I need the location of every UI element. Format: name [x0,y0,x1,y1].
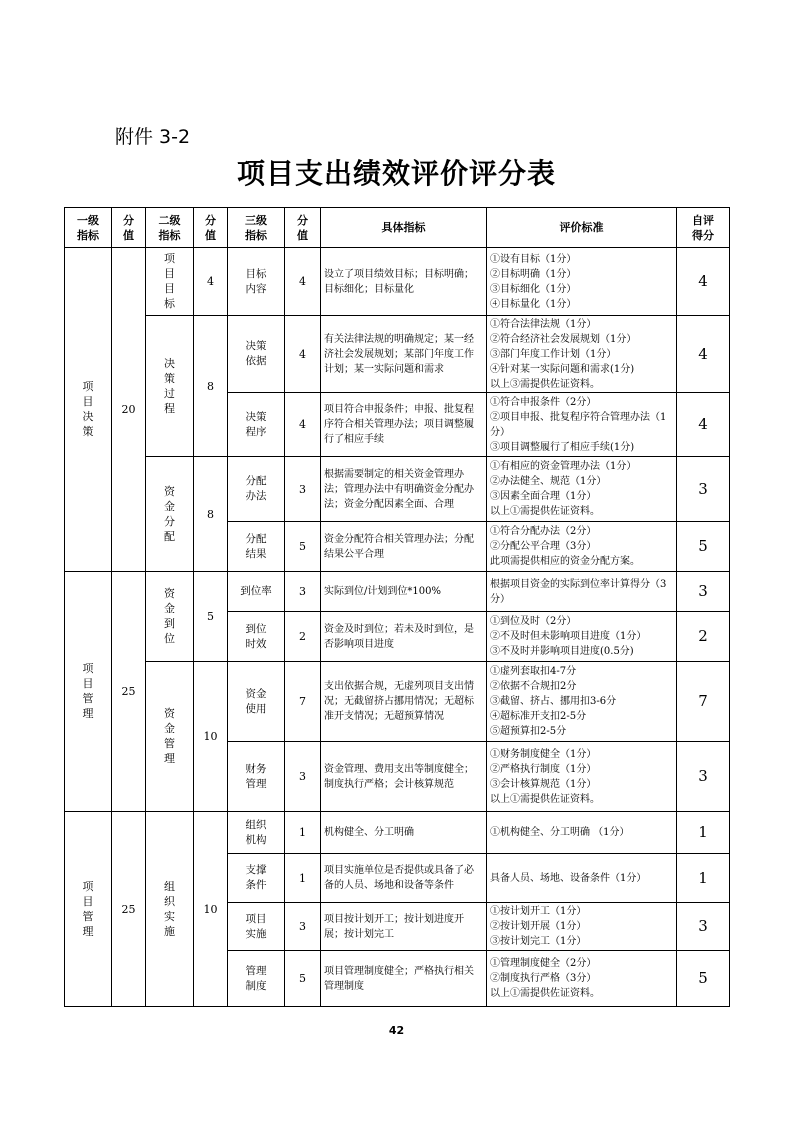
level3-score: 7 [285,662,321,742]
self-score-cell: 3 [677,457,730,522]
indicator-cell: 有关法律法规的明确规定；某一经济社会发展规划；某部门年度工作计划；某一实际问题和需求 [321,316,487,393]
level2-cell: 资金到位 [146,572,194,662]
indicator-cell: 项目实施单位是否提供或具备了必备的人员、场地和设备等条件 [321,854,487,903]
level3-score: 3 [285,572,321,612]
level3-cell: 组织 机构 [228,812,285,854]
level2-cell: 项目目标 [146,248,194,316]
header-level2: 二级 指标 [146,208,194,248]
self-score-cell: 4 [677,393,730,457]
standard-cell: ①虚列套取扣4-7分 ②依据不合规扣2分 ③截留、挤占、挪用扣3-6分 ④超标准开支扣2-5分 ⑤超预算扣2-5分 [487,662,677,742]
header-indicator: 具体指标 [321,208,487,248]
indicator-cell: 资金管理、费用支出等制度健全；制度执行严格；会计核算规范 [321,742,487,812]
page-title: 项目支出绩效评价评分表 [236,157,556,190]
self-score-cell: 2 [677,612,730,662]
level1-score: 25 [112,812,146,1007]
self-score-cell: 3 [677,903,730,951]
self-score-cell: 1 [677,854,730,903]
level2-cell: 决策过程 [146,316,194,457]
level3-cell: 分配 办法 [228,457,285,522]
standard-cell: 具备人员、场地、设备条件（1分） [487,854,677,903]
level3-cell: 资金 使用 [228,662,285,742]
header-level1: 一级 指标 [65,208,112,248]
table-row [65,248,730,316]
standard-cell: ①有相应的资金管理办法（1分） ②办法健全、规范（1分） ③因素全面合理（1分） 以上①需提供佐证资料。 [487,457,677,522]
self-score-cell: 1 [677,812,730,854]
table-row [65,316,730,393]
level3-cell: 决策 依据 [228,316,285,393]
level2-score: 4 [194,248,228,316]
page-number: 42 [388,1024,405,1037]
level3-cell: 财务 管理 [228,742,285,812]
level3-score: 3 [285,903,321,951]
indicator-cell: 支出依据合规，无虚列项目支出情况；无截留挤占挪用情况；无超标准开支情况；无超预算情况 [321,662,487,742]
standard-cell: 根据项目资金的实际到位率计算得分（3分） [487,572,677,612]
table-row [65,572,730,612]
header-level3: 三级 指标 [228,208,285,248]
self-score-cell: 5 [677,951,730,1007]
indicator-cell: 实际到位/计划到位*100% [321,572,487,612]
level2-score: 10 [194,662,228,812]
level3-score: 5 [285,951,321,1007]
level3-cell: 目标 内容 [228,248,285,316]
level3-score: 3 [285,742,321,812]
level3-score: 1 [285,854,321,903]
indicator-cell: 资金及时到位；若未及时到位，是否影响项目进度 [321,612,487,662]
indicator-cell: 设立了项目绩效目标；目标明确；目标细化；目标量化 [321,248,487,316]
level3-cell: 分配 结果 [228,522,285,572]
attachment-label: 附件 3-2 [115,126,191,148]
level3-score: 4 [285,316,321,393]
standard-cell: ①机构健全、分工明确 （1分） [487,812,677,854]
self-score-cell: 4 [677,248,730,316]
header-standard: 评价标准 [487,208,677,248]
self-score-cell: 7 [677,662,730,742]
level3-score: 3 [285,457,321,522]
indicator-cell: 机构健全、分工明确 [321,812,487,854]
indicator-cell: 根据需要制定的相关资金管理办法；管理办法中有明确资金分配办法；资金分配因素全面、合理 [321,457,487,522]
indicator-cell: 资金分配符合相关管理办法；分配结果公平合理 [321,522,487,572]
self-score-cell: 4 [677,316,730,393]
header-self-score: 自评 得分 [677,208,730,248]
header-row [65,208,730,248]
level1-cell: 项目管理 [65,812,112,1007]
level2-cell: 资金分配 [146,457,194,572]
level2-score: 10 [194,812,228,1007]
header-score3: 分 值 [285,208,321,248]
level1-cell: 项目管理 [65,572,112,812]
level3-score: 1 [285,812,321,854]
level1-score: 25 [112,572,146,812]
level3-cell: 管理 制度 [228,951,285,1007]
indicator-cell: 项目符合申报条件；申报、批复程序符合相关管理办法；项目调整履行了相应手续 [321,393,487,457]
header-score1: 分 值 [112,208,146,248]
self-score-cell: 5 [677,522,730,572]
evaluation-table [64,207,730,1007]
level3-cell: 决策 程序 [228,393,285,457]
standard-cell: ①按计划开工（1分） ②按计划开展（1分） ③按计划完工（1分） [487,903,677,951]
level2-cell: 资金管理 [146,662,194,812]
self-score-cell: 3 [677,572,730,612]
standard-cell: ①到位及时（2分） ②不及时但未影响项目进度（1分） ③不及时并影响项目进度(0.5分) [487,612,677,662]
level2-score: 8 [194,457,228,572]
indicator-cell: 项目管理制度健全；严格执行相关管理制度 [321,951,487,1007]
standard-cell: ①符合分配办法（2分） ②分配公平合理（3分） 此项需提供相应的资金分配方案。 [487,522,677,572]
level3-cell: 支撑 条件 [228,854,285,903]
level3-score: 4 [285,393,321,457]
level1-cell: 项目决策 [65,248,112,572]
standard-cell: ①管理制度健全（2分） ②制度执行严格（3分） 以上①需提供佐证资料。 [487,951,677,1007]
indicator-cell: 项目按计划开工；按计划进度开展；按计划完工 [321,903,487,951]
level3-score: 4 [285,248,321,316]
table-row [65,812,730,854]
level2-score: 8 [194,316,228,457]
level2-score: 5 [194,572,228,662]
standard-cell: ①符合申报条件（2分） ②项目申报、批复程序符合管理办法（1分） ③项目调整履行了相应手续(1分) [487,393,677,457]
standard-cell: ①设有目标（1分） ②目标明确（1分） ③目标细化（1分） ④目标量化（1分） [487,248,677,316]
level3-score: 5 [285,522,321,572]
level3-cell: 项目 实施 [228,903,285,951]
level3-cell: 到位率 [228,572,285,612]
table-row [65,457,730,522]
standard-cell: ①财务制度健全（1分） ②严格执行制度（1分） ③会计核算规范（1分） 以上①需提供佐证资料。 [487,742,677,812]
header-score2: 分 值 [194,208,228,248]
level2-cell: 组织实施 [146,812,194,1007]
self-score-cell: 3 [677,742,730,812]
level3-cell: 到位 时效 [228,612,285,662]
level3-score: 2 [285,612,321,662]
standard-cell: ①符合法律法规（1分） ②符合经济社会发展规划（1分） ③部门年度工作计划（1分） ④针对某一实际问题和需求(1分) 以上③需提供佐证资料。 [487,316,677,393]
table-row [65,662,730,742]
level1-score: 20 [112,248,146,572]
